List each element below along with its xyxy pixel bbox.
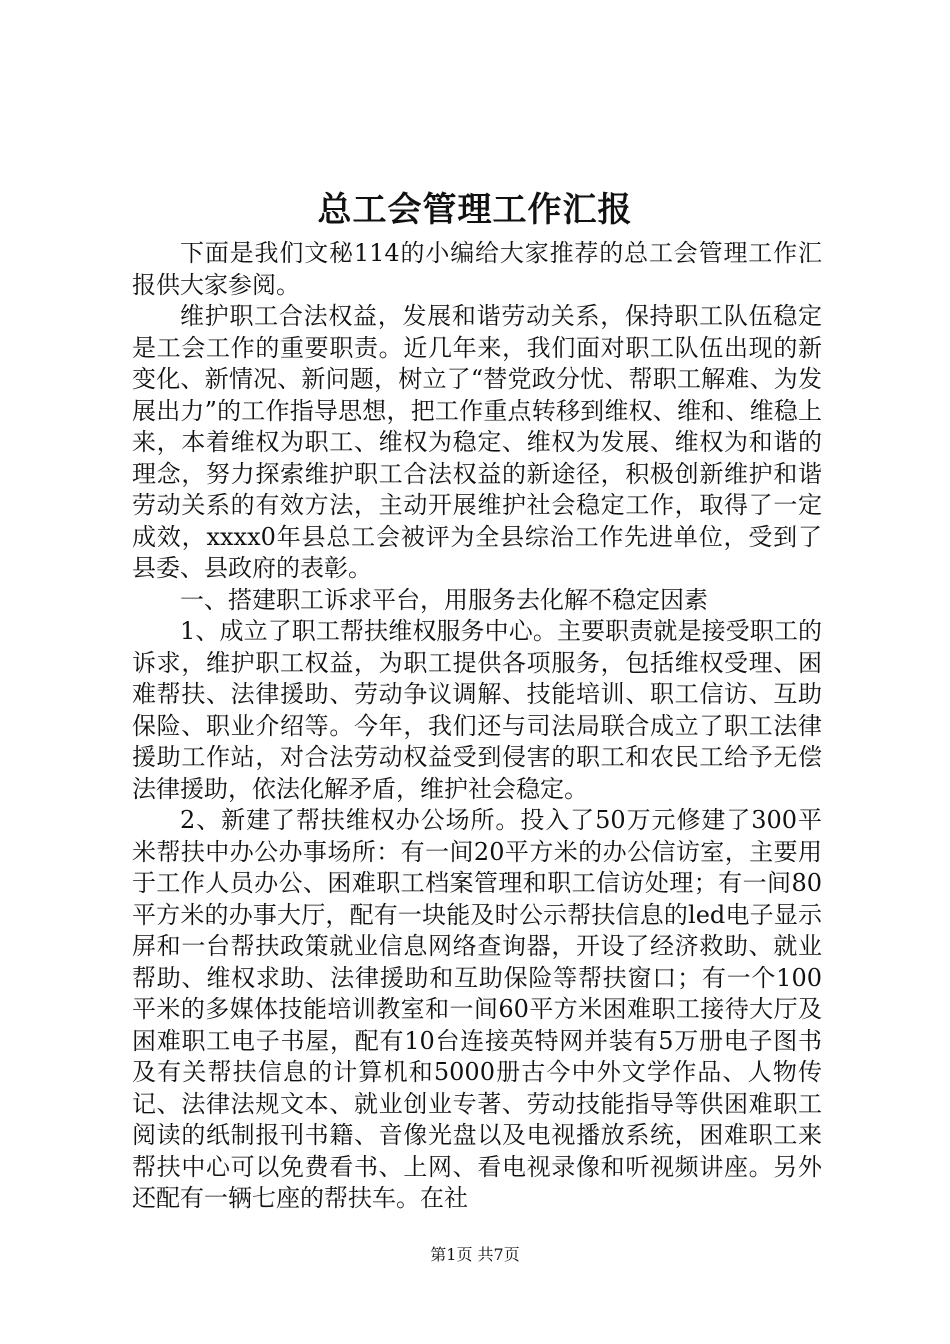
paragraph-intro: 下面是我们文秘114的小编给大家推荐的总工会管理工作汇报供大家参阅。 [132,239,822,299]
document-body [132,238,822,1215]
page-title: 总工会管理工作汇报 [317,190,633,230]
page-footer: 第1页 共7页 [430,1245,520,1264]
paragraph-item-1: 1、成立了职工帮扶维权服务中心。主要职责就是接受职工的诉求，维护职工权益，为职工提供各项服务，包括维权受理、困难帮扶、法律援助、劳动争议调解、技能培训、职工信访、互助保险、职业介绍等。今年，我们还与司法局联合成立了职工法律援助工作站，对合法劳动权益受到侵害的职工和农民工给予无偿法律援助，依法化解矛盾，维护社会稳定。 [132,617,822,803]
section-heading-1: 一、搭建职工诉求平台，用服务去化解不稳定因素 [180,585,708,614]
paragraph-overview: 维护职工合法权益，发展和谐劳动关系，保持职工队伍稳定是工会工作的重要职责。近几年来，我们面对职工队伍出现的新变化、新情况、新问题，树立了“替党政分忧、帮职工解难、为发展出力”的工作指导思想，把工作重点转移到维权、维和、维稳上来，本着维权为职工、维权为稳定、维权为发展、维权为和谐的理念，努力探索维护职工合法权益的新途径，积极创新维护和谐劳动关系的有效方法，主动开展维护社会稳定工作，取得了一定成效，xxxx0年县总工会被评为全县综治工作先进单位，受到了县委、县政府的表彰。 [132,302,822,582]
paragraph-item-2: 2、新建了帮扶维权办公场所。投入了50万元修建了300平米帮扶中办公办事场所：有一间20平方米的办公信访室，主要用于工作人员办公、困难职工档案管理和职工信访处理；有一间80平方米的办事大厅，配有一块能及时公示帮扶信息的led电子显示屏和一台帮扶政策就业信息网络查询器，开设了经济救助、就业帮助、维权求助、法律援助和互助保险等帮扶窗口；有一个100平米的多媒体技能培训教室和一间60平方米困难职工接待大厅及困难职工电子书屋，配有10台连接英特网并装有5万册电子图书及有关帮扶信息的计算机和5000册古今中外文学作品、人物传记、法律法规文本、就业创业专著、劳动技能指导等供困难职工阅读的纸制报刊书籍、音像光盘以及电视播放系统，困难职工来帮扶中心可以免费看书、上网、看电视录像和听视频讲座。另外还配有一辆七座的帮扶车。在社 [132,806,822,1212]
